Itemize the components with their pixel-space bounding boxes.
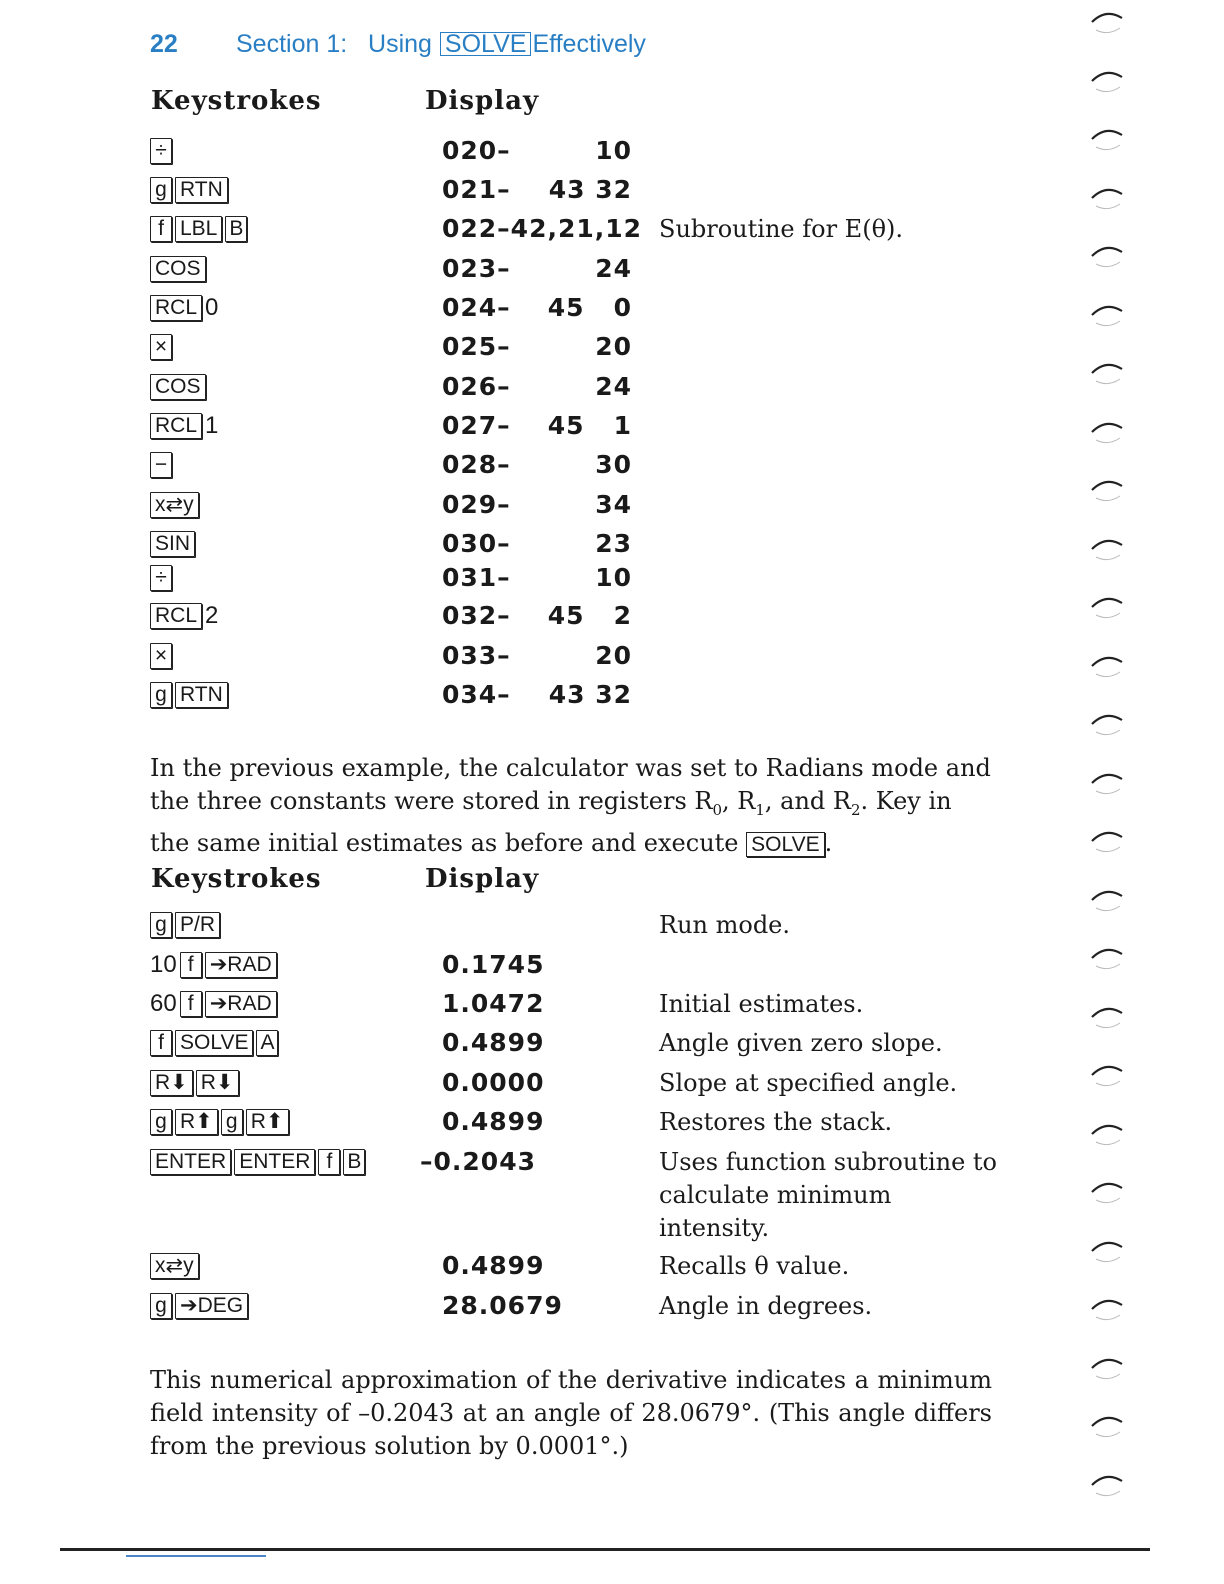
calculator-key: A bbox=[256, 1030, 278, 1056]
section-suffix: Effectively bbox=[532, 30, 646, 58]
keystroke-cell bbox=[150, 641, 175, 671]
para1-text-e: . bbox=[824, 828, 833, 857]
register-number: 0 bbox=[205, 294, 219, 321]
listing-row bbox=[0, 490, 1224, 524]
execution-row bbox=[0, 1291, 1224, 1325]
key-code: 20 bbox=[595, 641, 632, 670]
program-line: 021– bbox=[442, 175, 511, 204]
section-solve-key: SOLVE bbox=[440, 32, 532, 56]
binding-ring bbox=[1090, 535, 1124, 561]
binding-ring bbox=[1090, 944, 1124, 970]
calculator-key: R⬆ bbox=[246, 1109, 289, 1135]
keystroke-cell bbox=[150, 563, 175, 593]
row-note: Angle given zero slope. bbox=[659, 1029, 943, 1057]
calculator-key: ENTER bbox=[150, 1149, 231, 1175]
bottom-accent-line bbox=[126, 1555, 266, 1557]
calculator-key: g bbox=[150, 912, 172, 938]
key-code: 45 1 bbox=[547, 411, 632, 440]
keystroke-cell bbox=[150, 1028, 281, 1058]
binding-ring bbox=[1090, 301, 1124, 327]
calculator-key: × bbox=[150, 334, 172, 360]
keystroke-cell bbox=[150, 1107, 292, 1137]
table1-keystrokes-heading: Keystrokes bbox=[151, 86, 322, 116]
program-line: 027– bbox=[442, 411, 511, 440]
listing-row bbox=[0, 411, 1224, 445]
calculator-key: x⇄y bbox=[150, 492, 199, 518]
binding-ring bbox=[1090, 769, 1124, 795]
calculator-key: ➔DEG bbox=[175, 1293, 248, 1319]
row-note: Run mode. bbox=[659, 911, 791, 939]
binding-ring bbox=[1090, 710, 1124, 736]
calculator-key: RCL bbox=[150, 603, 202, 629]
display-value: 1.0472 bbox=[442, 989, 545, 1018]
listing-row bbox=[0, 450, 1224, 484]
keystroke-cell bbox=[150, 989, 280, 1019]
keystroke-cell bbox=[150, 214, 250, 244]
listing-row bbox=[0, 136, 1224, 170]
para1-text-d: . Key in the same initial estimates as before and execute bbox=[150, 787, 952, 857]
program-line: 026– bbox=[442, 372, 511, 401]
entered-number: 60 bbox=[150, 990, 177, 1017]
key-code: 20 bbox=[595, 332, 632, 361]
keystroke-cell bbox=[150, 372, 209, 402]
register-number: 2 bbox=[205, 602, 219, 629]
entered-number: 10 bbox=[150, 951, 177, 978]
display-value: 0.4899 bbox=[442, 1251, 545, 1280]
execution-row bbox=[0, 1251, 1224, 1285]
execution-row bbox=[0, 989, 1224, 1023]
display-value: –0.2043 bbox=[420, 1147, 536, 1176]
binding-ring bbox=[1090, 418, 1124, 444]
binding-ring bbox=[1090, 67, 1124, 93]
calculator-key: f bbox=[318, 1149, 340, 1175]
calculator-key: x⇄y bbox=[150, 1253, 199, 1279]
calculator-key: g bbox=[150, 177, 172, 203]
binding-ring bbox=[1090, 1412, 1124, 1438]
keystroke-cell bbox=[150, 529, 198, 559]
calculator-key: R⬆ bbox=[175, 1109, 218, 1135]
binding-ring bbox=[1090, 1178, 1124, 1204]
para1-sub2: 2 bbox=[850, 800, 861, 819]
calculator-key: RTN bbox=[175, 177, 228, 203]
key-code: 45 2 bbox=[547, 601, 632, 630]
binding-ring bbox=[1090, 8, 1124, 34]
program-line: 032– bbox=[442, 601, 511, 630]
listing-row bbox=[0, 214, 1224, 248]
calculator-key: ÷ bbox=[150, 138, 172, 164]
calculator-key: g bbox=[150, 1293, 172, 1319]
page-number: 22 bbox=[150, 30, 178, 58]
row-note: Subroutine for E(θ). bbox=[659, 215, 904, 243]
key-code: 10 bbox=[595, 563, 632, 592]
binding-ring bbox=[1090, 1237, 1124, 1263]
program-line: 030– bbox=[442, 529, 511, 558]
calculator-key: f bbox=[150, 216, 172, 242]
keystroke-cell bbox=[150, 1147, 368, 1177]
keystroke-cell bbox=[150, 601, 221, 631]
listing-row bbox=[0, 254, 1224, 288]
row-note: Recalls θ value. bbox=[659, 1252, 850, 1280]
execution-row bbox=[0, 1147, 1224, 1242]
binding-ring bbox=[1090, 1471, 1124, 1497]
keystroke-cell bbox=[150, 910, 223, 940]
binding-ring bbox=[1090, 652, 1124, 678]
execution-row bbox=[0, 950, 1224, 984]
display-value: 28.0679 bbox=[442, 1291, 563, 1320]
calculator-key: SOLVE bbox=[175, 1030, 253, 1056]
display-value: 0.4899 bbox=[442, 1107, 545, 1136]
binding-ring bbox=[1090, 184, 1124, 210]
key-code: 45 0 bbox=[547, 293, 632, 322]
display-value: 0.4899 bbox=[442, 1028, 545, 1057]
program-line: 024– bbox=[442, 293, 511, 322]
listing-row bbox=[0, 641, 1224, 675]
program-line: 034– bbox=[442, 680, 511, 709]
calculator-key: ➔RAD bbox=[205, 952, 277, 978]
calculator-key: ÷ bbox=[150, 565, 172, 591]
table2-display-heading: Display bbox=[425, 864, 540, 894]
calculator-key: B bbox=[225, 216, 247, 242]
calculator-key: × bbox=[150, 643, 172, 669]
binding-ring bbox=[1090, 1120, 1124, 1146]
keystroke-cell bbox=[150, 1251, 202, 1281]
binding-ring bbox=[1090, 1003, 1124, 1029]
key-code: 30 bbox=[595, 450, 632, 479]
calculator-key: R⬇ bbox=[196, 1070, 239, 1096]
calculator-key: g bbox=[150, 1109, 172, 1135]
key-code: 24 bbox=[595, 254, 632, 283]
calculator-key: P/R bbox=[175, 912, 220, 938]
binding-ring bbox=[1090, 476, 1124, 502]
row-note: Angle in degrees. bbox=[659, 1292, 873, 1320]
key-code: 10 bbox=[595, 136, 632, 165]
calculator-key: R⬇ bbox=[150, 1070, 193, 1096]
binding-ring bbox=[1090, 827, 1124, 853]
para1-text-b: , R bbox=[722, 787, 756, 815]
calculator-key: ➔RAD bbox=[205, 991, 277, 1017]
calculator-key: B bbox=[343, 1149, 365, 1175]
calculator-key: RTN bbox=[175, 682, 228, 708]
binding-ring bbox=[1090, 1061, 1124, 1087]
section-title bbox=[236, 30, 646, 59]
calculator-key: − bbox=[150, 452, 172, 478]
binding-ring bbox=[1090, 1295, 1124, 1321]
calculator-key: f bbox=[180, 952, 202, 978]
execution-row bbox=[0, 910, 1224, 944]
paragraph-instructions bbox=[150, 752, 992, 861]
binding-ring bbox=[1090, 886, 1124, 912]
listing-row bbox=[0, 293, 1224, 327]
paragraph-conclusion: This numerical approximation of the derivative indicates a minimum field intensity of –0.2043 at an angle of 28.0679°. (This angle differs from the previous solution by 0.0001°.) bbox=[150, 1366, 992, 1460]
keystroke-cell bbox=[150, 950, 280, 980]
calculator-key: COS bbox=[150, 256, 206, 282]
program-line: 031– bbox=[442, 563, 511, 592]
keystroke-cell bbox=[150, 411, 221, 441]
listing-row bbox=[0, 372, 1224, 406]
calculator-key: COS bbox=[150, 374, 206, 400]
calculator-key: f bbox=[150, 1030, 172, 1056]
listing-row bbox=[0, 680, 1224, 714]
para1-sub0: 0 bbox=[712, 800, 723, 819]
calculator-key: LBL bbox=[175, 216, 222, 242]
program-line: 029– bbox=[442, 490, 511, 519]
binding-ring bbox=[1090, 593, 1124, 619]
para1-text-a: In the previous example, the calculator was set to Radians mode and the three constants were stored in registers R bbox=[150, 754, 991, 815]
binding-ring bbox=[1090, 359, 1124, 385]
key-code: 23 bbox=[595, 529, 632, 558]
listing-row bbox=[0, 332, 1224, 366]
keystroke-cell bbox=[150, 175, 231, 205]
calculator-key: g bbox=[221, 1109, 243, 1135]
execution-row bbox=[0, 1068, 1224, 1102]
keystroke-cell bbox=[150, 254, 209, 284]
keystroke-cell bbox=[150, 293, 221, 323]
keystroke-cell bbox=[150, 490, 202, 520]
calculator-key: SIN bbox=[150, 531, 195, 557]
listing-row bbox=[0, 175, 1224, 209]
binding-ring bbox=[1090, 1354, 1124, 1380]
display-value: 0.1745 bbox=[442, 950, 545, 979]
calculator-key: RCL bbox=[150, 413, 202, 439]
row-note: Restores the stack. bbox=[659, 1108, 893, 1136]
key-code: 34 bbox=[595, 490, 632, 519]
para1-solve-key: SOLVE bbox=[746, 832, 824, 857]
keystroke-cell bbox=[150, 680, 231, 710]
bottom-rule bbox=[60, 1548, 1150, 1551]
keystroke-cell bbox=[150, 1291, 251, 1321]
program-line: 028– bbox=[442, 450, 511, 479]
keystroke-cell bbox=[150, 450, 175, 480]
para1-sub1: 1 bbox=[755, 800, 765, 819]
execution-row bbox=[0, 1107, 1224, 1141]
binding-ring bbox=[1090, 242, 1124, 268]
table2-keystrokes-heading: Keystrokes bbox=[151, 864, 322, 894]
section-prefix: Section 1: bbox=[236, 30, 348, 58]
row-note: Slope at specified angle. bbox=[659, 1069, 958, 1097]
listing-row bbox=[0, 529, 1224, 563]
program-line: 022–42,21,12 bbox=[442, 214, 643, 243]
execution-row bbox=[0, 1028, 1224, 1062]
key-code: 43 32 bbox=[548, 680, 632, 709]
program-line: 025– bbox=[442, 332, 511, 361]
para1-text-c: , and R bbox=[764, 787, 851, 815]
row-note: Initial estimates. bbox=[659, 990, 864, 1018]
listing-row bbox=[0, 563, 1224, 597]
register-number: 1 bbox=[205, 412, 219, 439]
calculator-key: ENTER bbox=[234, 1149, 315, 1175]
calculator-key: RCL bbox=[150, 295, 202, 321]
calculator-key: g bbox=[150, 682, 172, 708]
keystroke-cell bbox=[150, 1068, 242, 1098]
program-line: 033– bbox=[442, 641, 511, 670]
calculator-key: f bbox=[180, 991, 202, 1017]
keystroke-cell bbox=[150, 332, 175, 362]
listing-row bbox=[0, 601, 1224, 635]
table1-display-heading: Display bbox=[425, 86, 540, 116]
binding-ring bbox=[1090, 125, 1124, 151]
display-value: 0.0000 bbox=[442, 1068, 545, 1097]
keystroke-cell bbox=[150, 136, 175, 166]
row-note: Uses function subroutine to calculate minimum intensity. bbox=[659, 1148, 998, 1242]
program-line: 023– bbox=[442, 254, 511, 283]
section-using: Using bbox=[368, 30, 432, 58]
key-code: 43 32 bbox=[548, 175, 632, 204]
key-code: 24 bbox=[595, 372, 632, 401]
program-line: 020– bbox=[442, 136, 511, 165]
